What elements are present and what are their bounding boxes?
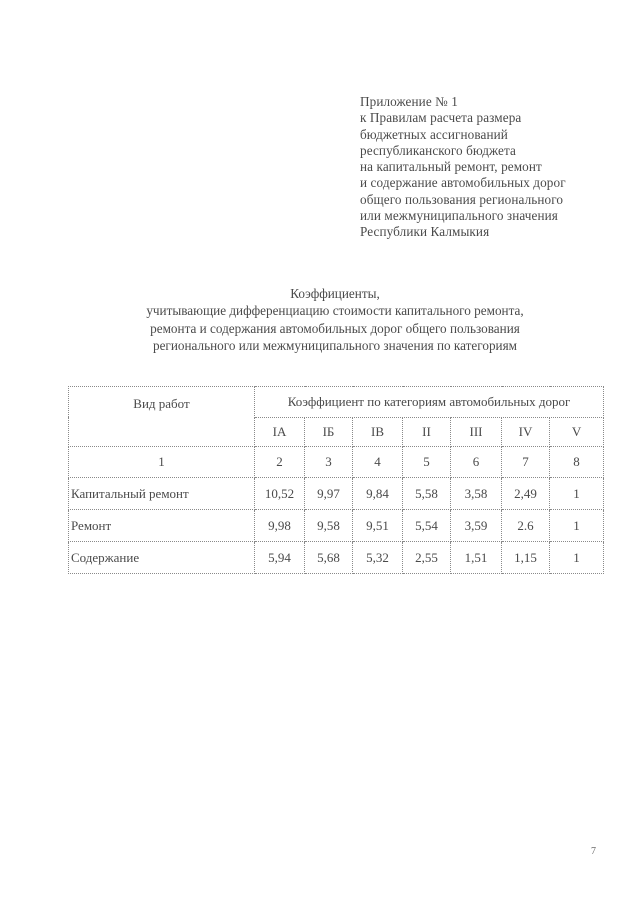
appendix-line: республиканского бюджета — [360, 142, 516, 158]
row-label: Ремонт — [69, 510, 255, 542]
table-cell: 10,52 — [255, 478, 305, 510]
appendix-line: к Правилам расчета размера — [360, 110, 522, 126]
work-type-header: Вид работ — [69, 387, 255, 447]
category-header: V — [550, 417, 604, 446]
table-cell: 1 — [550, 478, 604, 510]
column-number: 1 — [69, 447, 255, 478]
title-line: регионального или межмуниципального значения по категориям — [152, 337, 518, 353]
table-cell: 3,58 — [451, 478, 502, 510]
table-row — [69, 478, 604, 510]
category-header: IВ — [353, 417, 403, 446]
table-cell: 9,84 — [353, 478, 403, 510]
table-cell: 5,68 — [305, 542, 353, 574]
appendix-line: Приложение № 1 — [360, 94, 458, 109]
title-line: Коэффициенты, — [290, 286, 380, 301]
column-number: 6 — [451, 447, 502, 478]
category-header: III — [451, 417, 502, 446]
table-cell: 5,32 — [353, 542, 403, 574]
column-number-row — [69, 447, 604, 478]
page-number: 7 — [591, 846, 596, 857]
column-number: 3 — [305, 447, 353, 478]
category-header: IА — [255, 417, 305, 446]
table-cell: 9,98 — [255, 510, 305, 542]
category-group-header: Коэффициент по категориям автомобильных дорог — [255, 387, 604, 418]
appendix-line: общего пользования регионального — [360, 191, 564, 207]
category-header: II — [403, 417, 451, 446]
title-line: учитывающие дифференциацию стоимости капитального ремонта, — [146, 303, 524, 319]
table-cell: 9,58 — [305, 510, 353, 542]
title-line: ремонта и содержания автомобильных дорог общего пользования — [150, 320, 520, 336]
appendix-line: на капитальный ремонт, ремонт — [360, 159, 542, 175]
table-cell: 3,59 — [451, 510, 502, 542]
document-title — [40, 285, 630, 354]
appendix-line: и содержание автомобильных дорог — [360, 175, 566, 191]
table-cell: 9,51 — [353, 510, 403, 542]
appendix-line: бюджетных ассигнований — [360, 126, 508, 142]
appendix-line: Республики Калмыкия — [360, 224, 490, 240]
table-cell: 1 — [550, 542, 604, 574]
table-cell: 5,58 — [403, 478, 451, 510]
column-number: 7 — [502, 447, 550, 478]
column-number: 8 — [550, 447, 604, 478]
table-cell: 2,49 — [502, 478, 550, 510]
row-label: Содержание — [69, 542, 255, 574]
table-cell: 1 — [550, 510, 604, 542]
table-cell: 5,94 — [255, 542, 305, 574]
column-number: 4 — [353, 447, 403, 478]
table-row — [69, 542, 604, 574]
appendix-line: или межмуниципального значения — [360, 208, 558, 224]
row-label: Капитальный ремонт — [69, 478, 255, 510]
coefficients-table — [68, 386, 604, 574]
table-cell: 1,15 — [502, 542, 550, 574]
category-header: IБ — [305, 417, 353, 446]
table-cell: 2,55 — [403, 542, 451, 574]
category-header: IV — [502, 417, 550, 446]
table-cell: 2.6 — [502, 510, 550, 542]
column-number: 5 — [403, 447, 451, 478]
table-cell: 9,97 — [305, 478, 353, 510]
table-row — [69, 510, 604, 542]
column-number: 2 — [255, 447, 305, 478]
table-cell: 1,51 — [451, 542, 502, 574]
table-cell: 5,54 — [403, 510, 451, 542]
appendix-heading — [360, 94, 620, 241]
